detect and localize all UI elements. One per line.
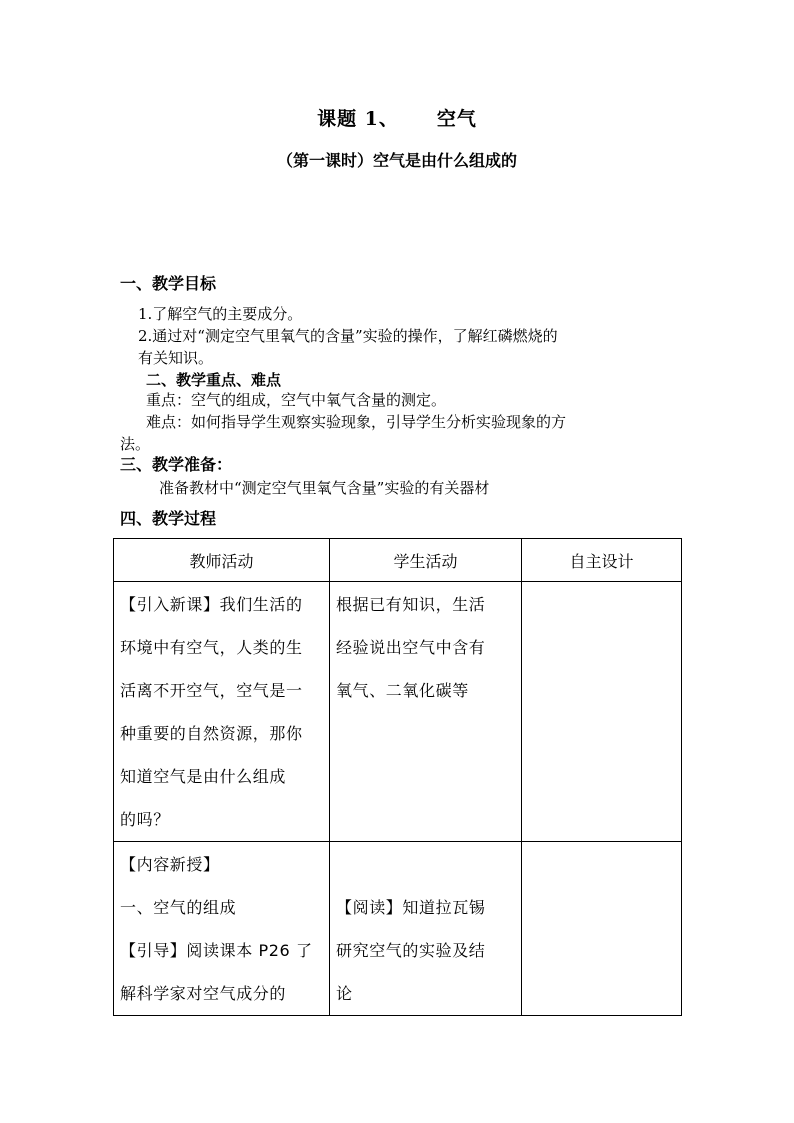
goal-2-line-2: 有关知识。	[138, 349, 214, 367]
table-row	[114, 842, 682, 1016]
design-cell	[522, 582, 682, 842]
cell-line: 论	[336, 984, 353, 1003]
cell-line: 【引入新课】我们生活的	[120, 595, 303, 614]
cell-line: 一、空气的组成	[120, 898, 237, 917]
page-subtitle: （第一课时）空气是由什么组成的	[276, 151, 517, 170]
prep-heading: 三、教学准备：	[120, 455, 233, 474]
cell-line: 种重要的自然资源，那你	[120, 724, 303, 743]
cell-line: 氧气、二氧化碳等	[336, 681, 469, 700]
title-lesson: 课题 1、	[317, 108, 399, 130]
goal-1: 1.了解空气的主要成分。	[138, 305, 303, 323]
student-cell	[330, 842, 522, 1016]
title-topic: 空气	[436, 108, 477, 130]
focus-heading: 二、教学重点、难点	[146, 371, 282, 389]
focus-hard-line-2: 法。	[120, 435, 151, 453]
cell-line	[336, 843, 515, 886]
teacher-cell	[114, 582, 330, 842]
focus-hard-line-1: 难点：如何指导学生观察实验现象，引导学生分析实验现象的方	[146, 413, 567, 431]
page-title	[0, 104, 794, 131]
cell-line: 根据已有知识，生活	[336, 595, 486, 614]
student-cell	[330, 582, 522, 842]
teaching-process-table	[113, 538, 682, 1016]
process-heading: 四、教学过程	[120, 509, 217, 528]
cell-line: 【阅读】知道拉瓦锡	[336, 898, 486, 917]
design-cell	[522, 842, 682, 1016]
header-design: 自主设计	[522, 539, 682, 582]
goal-2-line-1: 2.通过对“测定空气里氧气的含量”实验的操作，了解红磷燃烧的	[138, 327, 558, 345]
cell-line: 活离不开空气，空气是一	[120, 681, 303, 700]
cell-line: 解科学家对空气成分的	[120, 984, 287, 1003]
cell-line: 的吗？	[120, 810, 170, 829]
cell-line: 知道空气是由什么组成	[120, 767, 287, 786]
focus-key: 重点：空气的组成，空气中氧气含量的测定。	[146, 391, 447, 409]
header-teacher: 教师活动	[114, 539, 330, 582]
cell-line: 研究空气的实验及结	[336, 941, 486, 960]
teacher-cell	[114, 842, 330, 1016]
table-row	[114, 582, 682, 842]
cell-line: 环境中有空气，人类的生	[120, 638, 303, 657]
table-header-row	[114, 539, 682, 582]
cell-line: 经验说出空气中含有	[336, 638, 486, 657]
goals-heading: 一、教学目标	[120, 274, 217, 293]
prep-text: 准备教材中“测定空气里氧气含量”实验的有关器材	[159, 479, 490, 497]
cell-line: 【引导】阅读课本 P26 了	[120, 941, 313, 960]
cell-line: 【内容新授】	[120, 855, 220, 874]
header-student: 学生活动	[330, 539, 522, 582]
